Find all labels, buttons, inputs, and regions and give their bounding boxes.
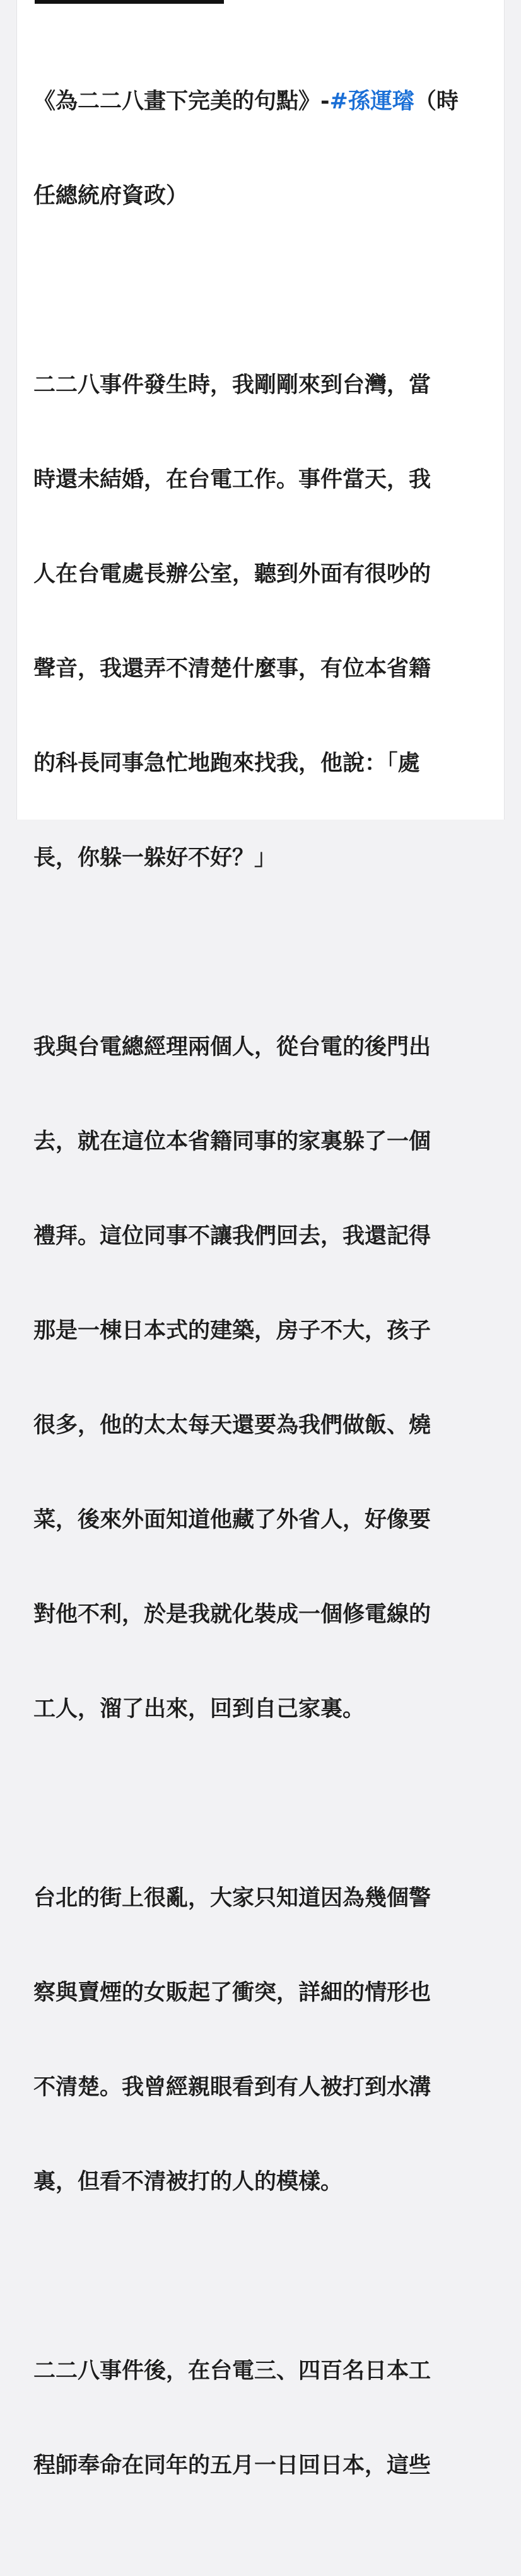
text-line: 的科長同事急忙地跑來找我，他說：「處 bbox=[33, 751, 420, 776]
text-line: 對他不利，於是我就化裝成一個修電線的 bbox=[33, 1602, 431, 1627]
text-line: 察與賣煙的女販起了衝突，詳細的情形也 bbox=[33, 1980, 431, 2005]
text-line: 人在台電處長辦公室，聽到外面有很吵的 bbox=[33, 562, 431, 587]
text-line: 我與台電總經理兩個人，從台電的後門出 bbox=[33, 1035, 431, 1060]
text-line: 菜，後來外面知道他藏了外省人，好像要 bbox=[33, 1507, 431, 1533]
text-line: 裏，但看不清被打的人的模樣。 bbox=[33, 2169, 343, 2195]
text-line: 程師奉命在同年的五月一日回日本，這些 bbox=[33, 2453, 431, 2478]
text-line: 聲音，我還弄不清楚什麼事，有位本省籍 bbox=[33, 656, 431, 682]
text-line: 很多，他的太太每天還要為我們做飯、燒 bbox=[33, 1413, 431, 1438]
text-line: 禮拜。這位同事不讓我們回去，我還記得 bbox=[33, 1224, 431, 1249]
text-line: 時還未結婚，在台電工作。事件當天，我 bbox=[33, 467, 431, 492]
text-line: 那是一棟日本式的建築，房子不大，孩子 bbox=[33, 1318, 431, 1343]
title-text: （時 bbox=[414, 89, 459, 114]
paragraph bbox=[33, 1819, 494, 2261]
redacted-header-bar bbox=[35, 0, 224, 4]
text-line: 不清楚。我曾經親眼看到有人被打到水溝 bbox=[33, 2075, 431, 2100]
post-body bbox=[33, 23, 494, 2576]
text-line: 二二八事件發生時，我剛剛來到台灣，當 bbox=[33, 373, 431, 398]
title-text: 《為二二八畫下完美的句點》- bbox=[33, 89, 330, 114]
paragraph bbox=[33, 2292, 494, 2544]
text-line: 長，你躲一躲好不好？」 bbox=[33, 845, 277, 871]
paragraph bbox=[33, 968, 494, 1788]
title-line bbox=[33, 180, 494, 212]
title-line bbox=[33, 86, 494, 117]
paragraph bbox=[33, 306, 494, 937]
text-line: 工人，溜了出來，回到自己家裏。 bbox=[33, 1697, 365, 1722]
post-card bbox=[16, 0, 505, 2478]
hashtag-link[interactable]: #孫運璿 bbox=[329, 89, 414, 114]
text-line: 去，就在這位本省籍同事的家裏躲了一個 bbox=[33, 1129, 431, 1154]
post-title bbox=[33, 23, 494, 275]
text-line: 台北的街上很亂，大家只知道因為幾個警 bbox=[33, 1886, 431, 1911]
text-line: 二二八事件後，在台電三、四百名日本工 bbox=[33, 2358, 431, 2384]
title-text: 任總統府資政） bbox=[33, 183, 189, 209]
